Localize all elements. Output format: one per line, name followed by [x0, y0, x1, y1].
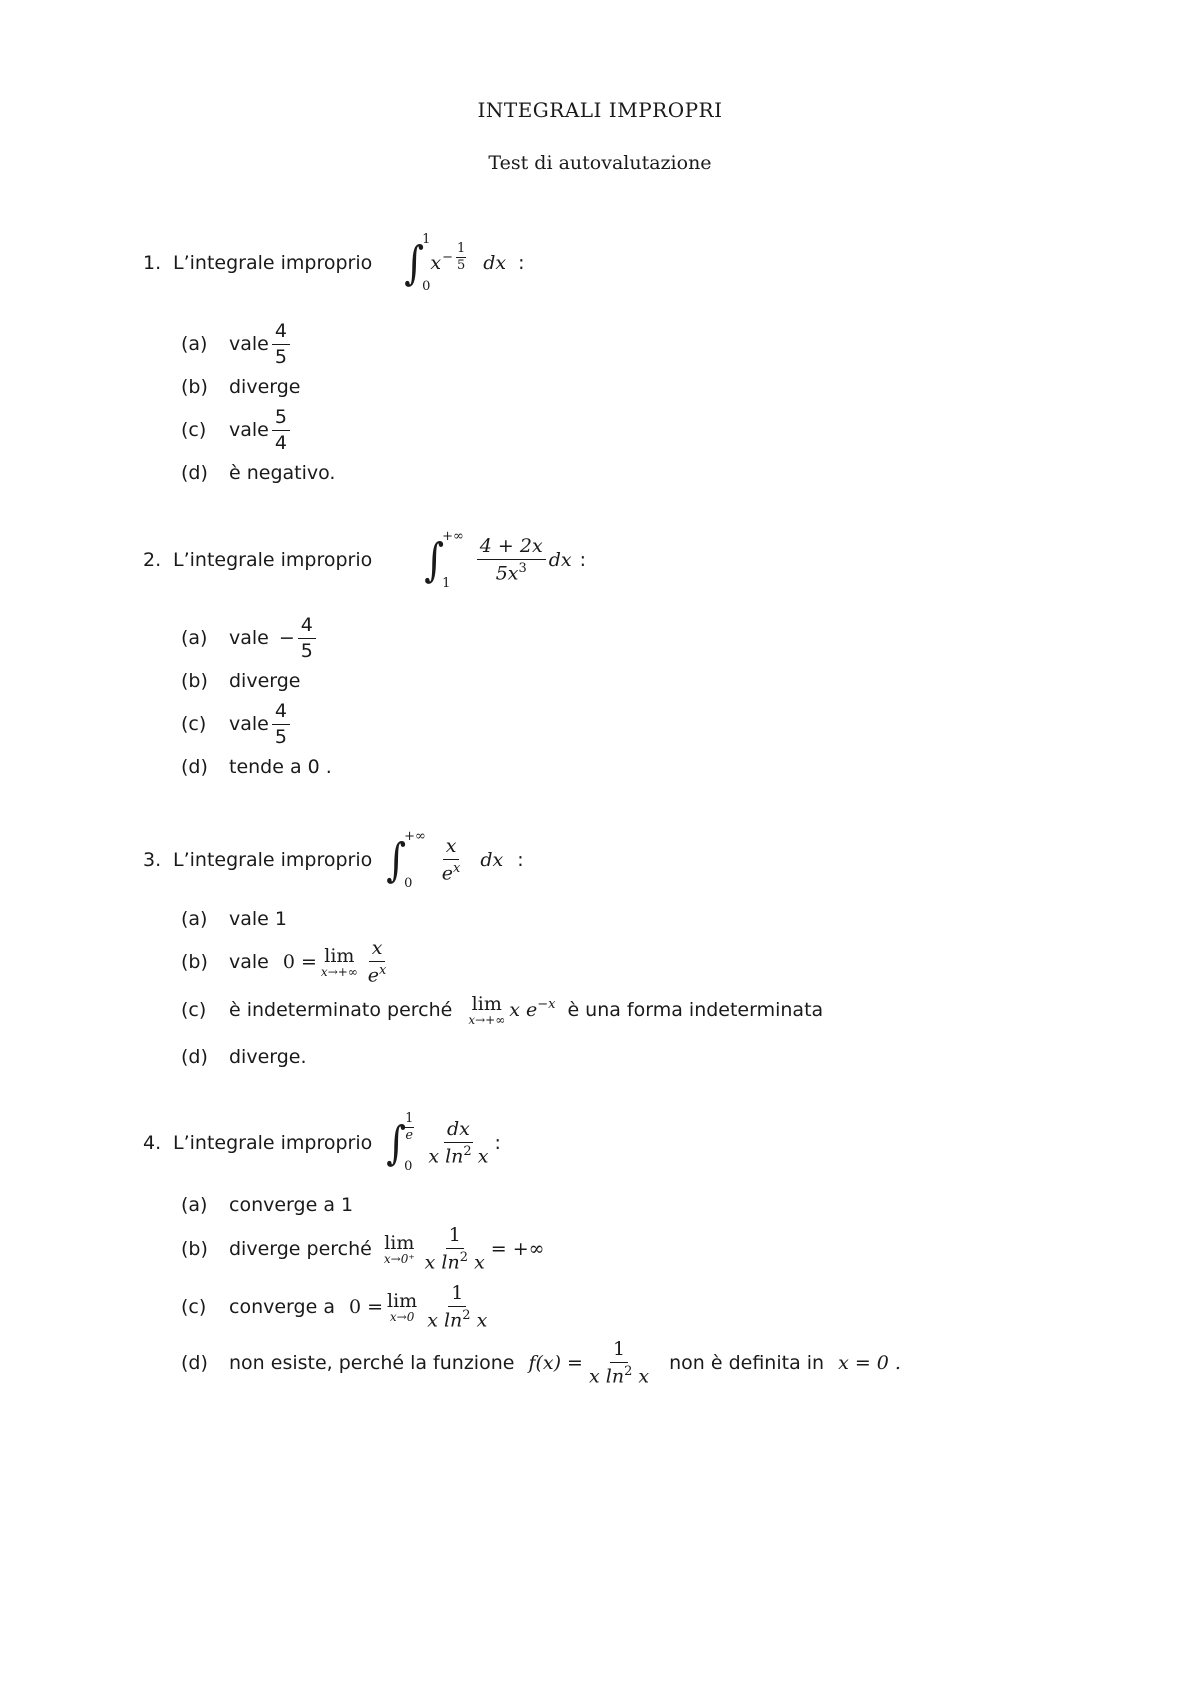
option-4d	[181, 1336, 901, 1390]
integrand-numerator: dx	[444, 1119, 473, 1143]
fraction-numerator: 1	[448, 1283, 466, 1307]
exponent-sign: −	[442, 250, 453, 266]
exponent-numerator: 1	[456, 242, 466, 258]
option-label: (b)	[181, 670, 208, 692]
option-label: (a)	[181, 908, 208, 930]
option-tail: è una forma indeterminata	[567, 999, 824, 1021]
option-label: (a)	[181, 333, 208, 355]
limit-subscript: x→+∞	[468, 1013, 506, 1028]
fraction-denominator: 5	[274, 345, 287, 368]
option-2c	[181, 698, 293, 750]
integrand-base: x	[430, 252, 442, 274]
denominator-exponent: 2	[462, 1307, 471, 1323]
option-3d	[181, 1042, 307, 1072]
option-text: diverge.	[229, 1046, 307, 1068]
upper-limit: +∞	[404, 829, 426, 844]
fraction-numerator: 1	[610, 1339, 628, 1363]
fraction-numerator: 4	[272, 321, 290, 345]
option-3a	[181, 904, 287, 934]
option-text: tende a 0 .	[229, 756, 332, 778]
option-text: diverge	[229, 670, 301, 692]
option-3b	[181, 936, 392, 988]
option-label: (b)	[181, 376, 208, 398]
limit-operator: lim	[471, 992, 502, 1015]
option-3c	[181, 988, 823, 1032]
question-colon: :	[494, 1132, 501, 1154]
fraction-denominator: 5	[300, 639, 313, 662]
limit-operator: lim	[387, 1289, 418, 1312]
integral-expression	[404, 232, 525, 294]
limit-subscript: x→+∞	[320, 965, 358, 980]
option-2b	[181, 666, 301, 696]
fraction-denominator-tail: x	[638, 1365, 650, 1388]
option-2d	[181, 752, 332, 782]
option-4a	[181, 1190, 353, 1220]
denominator-exponent: 3	[518, 560, 527, 576]
question-4	[143, 1111, 503, 1174]
fraction-denominator: x ln	[427, 1309, 463, 1332]
option-text: vale	[229, 419, 269, 441]
integrand-denominator: x ln	[428, 1145, 464, 1168]
equation-lhs: 0 =	[282, 951, 317, 973]
question-2	[143, 530, 588, 590]
question-colon: :	[579, 549, 586, 571]
lower-limit: 1	[442, 576, 451, 591]
question-1	[143, 232, 527, 294]
differential: dx	[548, 549, 572, 571]
question-colon: :	[517, 849, 524, 871]
denominator-exponent: x	[379, 962, 387, 978]
option-text: converge a 1	[229, 1194, 354, 1216]
integral-expression	[386, 1111, 501, 1174]
option-1c	[181, 404, 293, 456]
fraction-denominator: x ln	[588, 1365, 625, 1388]
option-label: (d)	[181, 1352, 208, 1374]
option-4b	[181, 1222, 545, 1276]
option-label: (c)	[181, 999, 207, 1021]
fraction-numerator: 4	[298, 615, 316, 639]
equation-lhs: 0 =	[348, 1296, 384, 1318]
option-text: diverge	[229, 376, 301, 398]
question-number: 3.	[143, 849, 162, 871]
differential: dx	[480, 849, 504, 871]
integrand-denominator-tail: x	[477, 1145, 489, 1168]
option-label: (d)	[181, 756, 208, 778]
function-definition: f(x) =	[528, 1352, 583, 1374]
option-text: non esiste, perché la funzione	[229, 1352, 515, 1374]
fraction-numerator: 4	[272, 701, 290, 725]
denominator-exponent: 2	[459, 1249, 469, 1265]
option-2a	[181, 612, 319, 664]
question-number: 4.	[143, 1132, 162, 1154]
minus-sign: −	[278, 627, 295, 649]
option-label: (b)	[181, 951, 208, 973]
equation-rhs: = +∞	[490, 1238, 545, 1260]
limit-expression: x e	[509, 999, 538, 1021]
page-subtitle: Test di autovalutazione	[488, 152, 712, 174]
upper-limit: +∞	[442, 529, 464, 544]
option-1d	[181, 458, 335, 488]
lower-limit: 0	[404, 1159, 413, 1174]
upper-limit-numerator: 1	[404, 1112, 414, 1128]
fraction-numerator: x	[369, 938, 386, 962]
option-text: vale 1	[229, 908, 287, 930]
question-number: 1.	[143, 252, 162, 274]
option-label: (c)	[181, 713, 207, 735]
fraction-numerator: 5	[272, 407, 290, 431]
option-text: vale	[229, 951, 269, 973]
limit-operator: lim	[324, 944, 355, 967]
option-label: (c)	[181, 419, 207, 441]
option-tail: non è definita in	[669, 1352, 825, 1374]
page-title: INTEGRALI IMPROPRI	[477, 98, 723, 122]
integral-sign: ∫	[424, 533, 445, 587]
question-number: 2.	[143, 549, 162, 571]
question-prompt: L’integrale improprio	[173, 849, 373, 871]
question-prompt: L’integrale improprio	[173, 252, 373, 274]
question-prompt: L’integrale improprio	[173, 1132, 373, 1154]
integral-expression	[424, 529, 586, 591]
limit-operator: lim	[384, 1231, 415, 1254]
integral-sign: ∫	[386, 1116, 407, 1170]
limit-subscript: x→0	[389, 1310, 415, 1325]
expression-exponent: −x	[537, 996, 556, 1012]
integrand-denominator: e	[441, 862, 454, 885]
option-4c	[181, 1280, 493, 1334]
integrand-numerator: x	[443, 836, 460, 860]
exponent-denominator: 5	[456, 258, 466, 274]
fraction-denominator: x ln	[424, 1251, 460, 1274]
question-3	[143, 829, 526, 891]
fraction-denominator-tail: x	[476, 1309, 488, 1332]
option-label: (d)	[181, 1046, 208, 1068]
denominator-exponent: 2	[463, 1143, 472, 1159]
differential: dx	[483, 252, 507, 274]
option-text: vale	[229, 333, 269, 355]
option-text: converge a	[229, 1296, 335, 1318]
fraction-denominator-tail: x	[474, 1251, 485, 1274]
question-colon: :	[518, 252, 525, 274]
denominator-exponent: x	[453, 860, 461, 876]
integral-expression	[386, 829, 524, 891]
condition-expression: x = 0 .	[838, 1352, 901, 1374]
lower-limit: 0	[422, 279, 431, 294]
option-1a	[181, 318, 293, 370]
option-label: (a)	[181, 1194, 208, 1216]
option-label: (d)	[181, 462, 208, 484]
option-label: (b)	[181, 1238, 208, 1260]
integral-sign: ∫	[404, 236, 425, 290]
option-1b	[181, 372, 301, 402]
option-text: vale	[229, 627, 269, 649]
integral-sign: ∫	[386, 833, 407, 887]
denominator-exponent: 2	[624, 1363, 633, 1379]
limit-subscript: x→0⁺	[383, 1252, 415, 1267]
fraction-denominator: 5	[274, 725, 287, 748]
option-label: (a)	[181, 627, 208, 649]
lower-limit: 0	[404, 876, 413, 891]
option-text: è indeterminato perché	[229, 999, 453, 1021]
question-prompt: L’integrale improprio	[173, 549, 373, 571]
integrand-numerator: 4 + 2x	[477, 536, 546, 560]
option-label: (c)	[181, 1296, 207, 1318]
integrand-denominator: 5x	[495, 562, 519, 585]
upper-limit: 1	[422, 232, 431, 247]
fraction-denominator: 4	[274, 431, 287, 454]
upper-limit-denominator: e	[405, 1128, 414, 1144]
fraction-denominator: e	[367, 964, 380, 987]
option-text: è negativo.	[229, 462, 336, 484]
option-text: vale	[229, 713, 269, 735]
fraction-numerator: 1	[446, 1225, 464, 1249]
option-text: diverge perché	[229, 1238, 372, 1260]
